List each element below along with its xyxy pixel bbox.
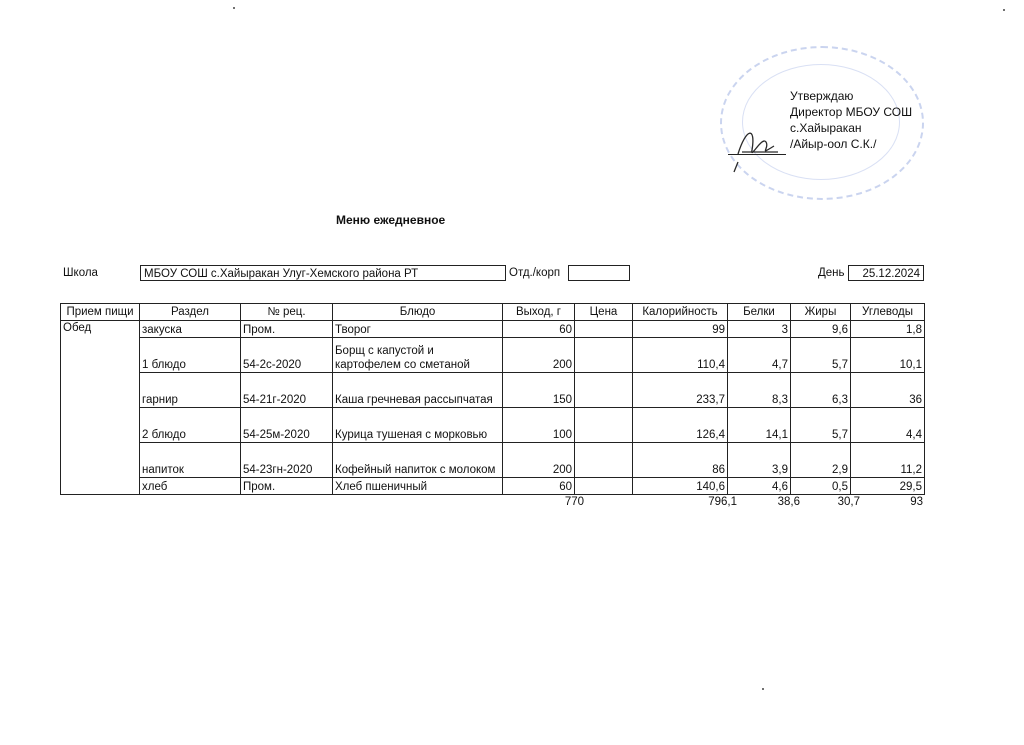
recipe-cell: Пром. bbox=[241, 478, 333, 495]
section-cell: гарнир bbox=[140, 373, 241, 408]
dish-cell: Курица тушеная с морковью bbox=[333, 408, 503, 443]
carbs-cell: 36 bbox=[851, 373, 925, 408]
carbs-cell: 11,2 bbox=[851, 443, 925, 478]
col-header: Выход, г bbox=[503, 304, 575, 321]
table-row bbox=[61, 408, 925, 443]
school-field: МБОУ СОШ с.Хайыракан Улуг-Хемского района РТ bbox=[140, 265, 506, 281]
scan-speck bbox=[762, 688, 764, 690]
approval-line-3: с.Хайыракан bbox=[790, 121, 862, 135]
col-header: Раздел bbox=[140, 304, 241, 321]
fat-cell: 9,6 bbox=[791, 321, 851, 338]
total-protein: 38,6 bbox=[777, 496, 800, 508]
weight-cell: 60 bbox=[503, 321, 575, 338]
fat-cell: 5,7 bbox=[791, 338, 851, 373]
total-calories: 796,1 bbox=[708, 496, 737, 508]
fat-cell: 0,5 bbox=[791, 478, 851, 495]
section-cell: хлеб bbox=[140, 478, 241, 495]
director-signature bbox=[728, 122, 788, 177]
calories-cell: 140,6 bbox=[633, 478, 728, 495]
day-field: 25.12.2024 bbox=[848, 265, 924, 281]
col-header: Цена bbox=[575, 304, 633, 321]
carbs-cell: 10,1 bbox=[851, 338, 925, 373]
dish-cell: Творог bbox=[333, 321, 503, 338]
total-weight: 770 bbox=[564, 496, 584, 508]
fat-cell: 6,3 bbox=[791, 373, 851, 408]
calories-cell: 110,4 bbox=[633, 338, 728, 373]
section-cell: напиток bbox=[140, 443, 241, 478]
menu-table bbox=[60, 303, 925, 495]
col-header: Углеводы bbox=[851, 304, 925, 321]
dish-cell: Хлеб пшеничный bbox=[333, 478, 503, 495]
approval-line-2: Директор МБОУ СОШ bbox=[790, 105, 913, 119]
price-cell bbox=[575, 373, 633, 408]
calories-cell: 126,4 bbox=[633, 408, 728, 443]
recipe-cell: Пром. bbox=[241, 321, 333, 338]
scan-speck bbox=[1003, 9, 1005, 11]
weight-cell: 100 bbox=[503, 408, 575, 443]
fat-cell: 5,7 bbox=[791, 408, 851, 443]
calories-cell: 86 bbox=[633, 443, 728, 478]
recipe-cell: 54-21г-2020 bbox=[241, 373, 333, 408]
col-header: Калорийность bbox=[633, 304, 728, 321]
col-header: Блюдо bbox=[333, 304, 503, 321]
weight-cell: 150 bbox=[503, 373, 575, 408]
table-row bbox=[61, 443, 925, 478]
protein-cell: 3,9 bbox=[728, 443, 791, 478]
section-cell: закуска bbox=[140, 321, 241, 338]
school-label: Школа bbox=[63, 267, 98, 279]
fat-cell: 2,9 bbox=[791, 443, 851, 478]
protein-cell: 3 bbox=[728, 321, 791, 338]
price-cell bbox=[575, 443, 633, 478]
protein-cell: 8,3 bbox=[728, 373, 791, 408]
scan-speck bbox=[233, 7, 235, 9]
table-row bbox=[61, 373, 925, 408]
calories-cell: 99 bbox=[633, 321, 728, 338]
section-cell: 2 блюдо bbox=[140, 408, 241, 443]
table-header-row bbox=[61, 304, 925, 321]
recipe-cell: 54-25м-2020 bbox=[241, 408, 333, 443]
recipe-cell: 54-23гн-2020 bbox=[241, 443, 333, 478]
table-row bbox=[61, 338, 925, 373]
calories-cell: 233,7 bbox=[633, 373, 728, 408]
protein-cell: 4,7 bbox=[728, 338, 791, 373]
col-header: Жиры bbox=[791, 304, 851, 321]
protein-cell: 4,6 bbox=[728, 478, 791, 495]
col-header: Прием пищи bbox=[61, 304, 140, 321]
total-fat: 30,7 bbox=[837, 496, 860, 508]
weight-cell: 60 bbox=[503, 478, 575, 495]
price-cell bbox=[575, 478, 633, 495]
weight-cell: 200 bbox=[503, 338, 575, 373]
dish-cell: Борщ с капустой и картофелем со сметаной bbox=[333, 338, 503, 373]
weight-cell: 200 bbox=[503, 443, 575, 478]
approval-block bbox=[790, 88, 912, 152]
total-carbs: 93 bbox=[910, 496, 923, 508]
approval-line-1: Утверждаю bbox=[790, 89, 854, 103]
dish-cell: Кофейный напиток с молоком bbox=[333, 443, 503, 478]
recipe-cell: 54-2с-2020 bbox=[241, 338, 333, 373]
carbs-cell: 4,4 bbox=[851, 408, 925, 443]
protein-cell: 14,1 bbox=[728, 408, 791, 443]
col-header: Белки bbox=[728, 304, 791, 321]
dept-field bbox=[568, 265, 630, 281]
page-title: Меню ежедневное bbox=[336, 213, 446, 227]
approval-line-4: /Айыр-оол С.К./ bbox=[790, 137, 877, 151]
meal-cell: Обед bbox=[61, 321, 140, 495]
signature-line bbox=[728, 154, 786, 155]
price-cell bbox=[575, 321, 633, 338]
carbs-cell: 29,5 bbox=[851, 478, 925, 495]
section-cell: 1 блюдо bbox=[140, 338, 241, 373]
dept-label: Отд./корп bbox=[509, 267, 561, 279]
table-row bbox=[61, 478, 925, 495]
price-cell bbox=[575, 338, 633, 373]
price-cell bbox=[575, 408, 633, 443]
col-header: № рец. bbox=[241, 304, 333, 321]
carbs-cell: 1,8 bbox=[851, 321, 925, 338]
day-label: День bbox=[818, 267, 845, 279]
table-row bbox=[61, 321, 925, 338]
dish-cell: Каша гречневая рассыпчатая bbox=[333, 373, 503, 408]
